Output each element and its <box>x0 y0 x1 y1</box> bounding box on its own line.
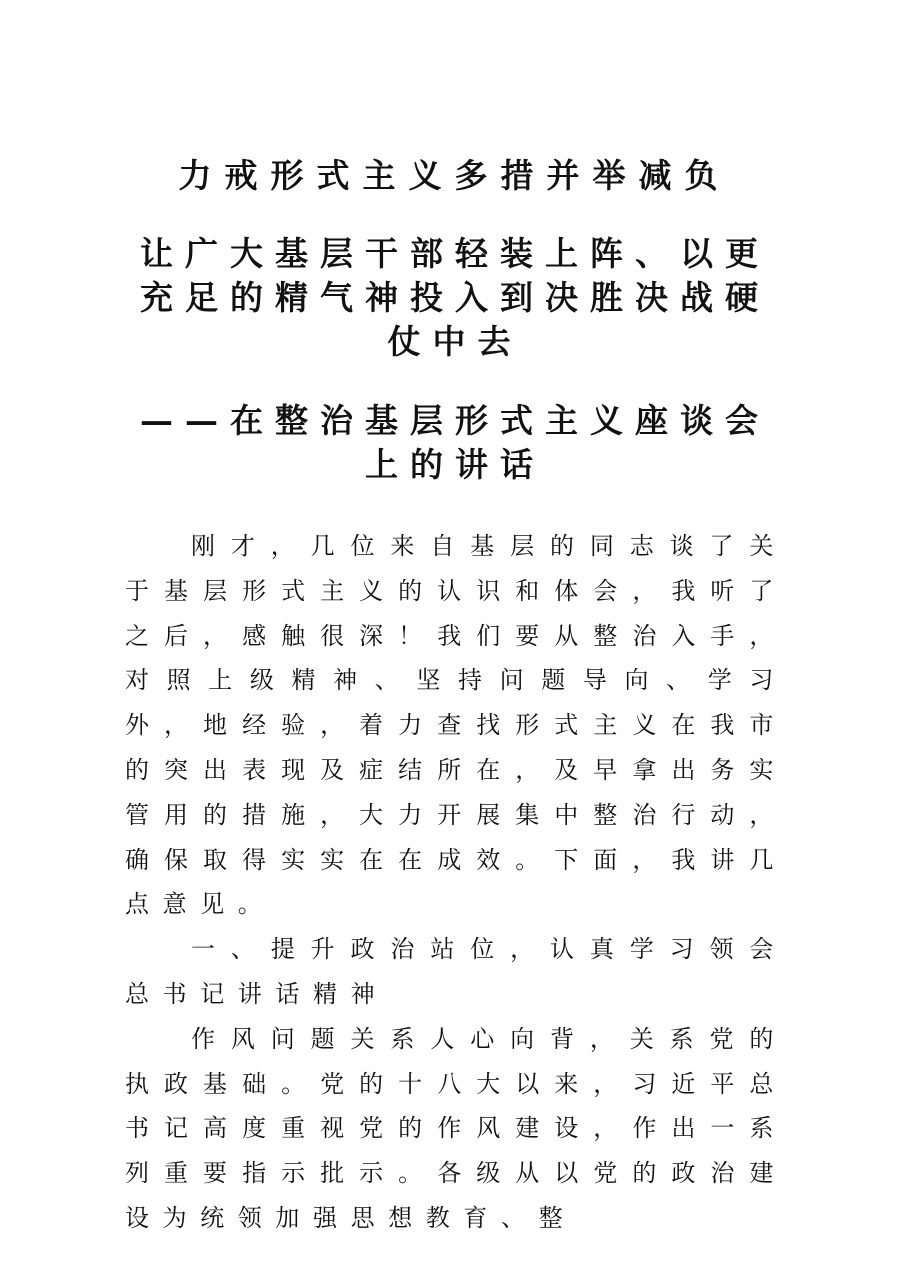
document-byline: ——在整治基层形式主义座谈会上的讲话 <box>140 401 770 484</box>
body-paragraph-2: 作风问题关系人心向背，关系党的执政基础。党的十八大以来，习近平总书记高度重视党的作风建设，作出一系列重要指示批示。各级从以党的政治建设为统领加强思想教育、整 <box>125 1024 787 1232</box>
body-paragraph-1: 刚才，几位来自基层的同志谈了关于基层形式主义的认识和体会，我听了之后，感触很深！我们要从整治入手，对照上级精神、坚持问题导向、学习外，地经验，着力查找形式主义在我市的突出表现及症结所在，及早拿出务实管用的措施，大力开展集中整治行动，确保取得实实在在成效。下面，我讲几点意见。 <box>125 532 787 919</box>
document-title: 力戒形式主义多措并举减负 <box>178 156 731 195</box>
document-body <box>125 524 787 1241</box>
document-subtitle: 让广大基层干部轻装上阵、以更充足的精气神投入到决胜决战硬仗中去 <box>140 234 770 361</box>
section-heading-1: 一、提升政治站位，认真学习领会总书记讲话精神 <box>125 935 787 1008</box>
